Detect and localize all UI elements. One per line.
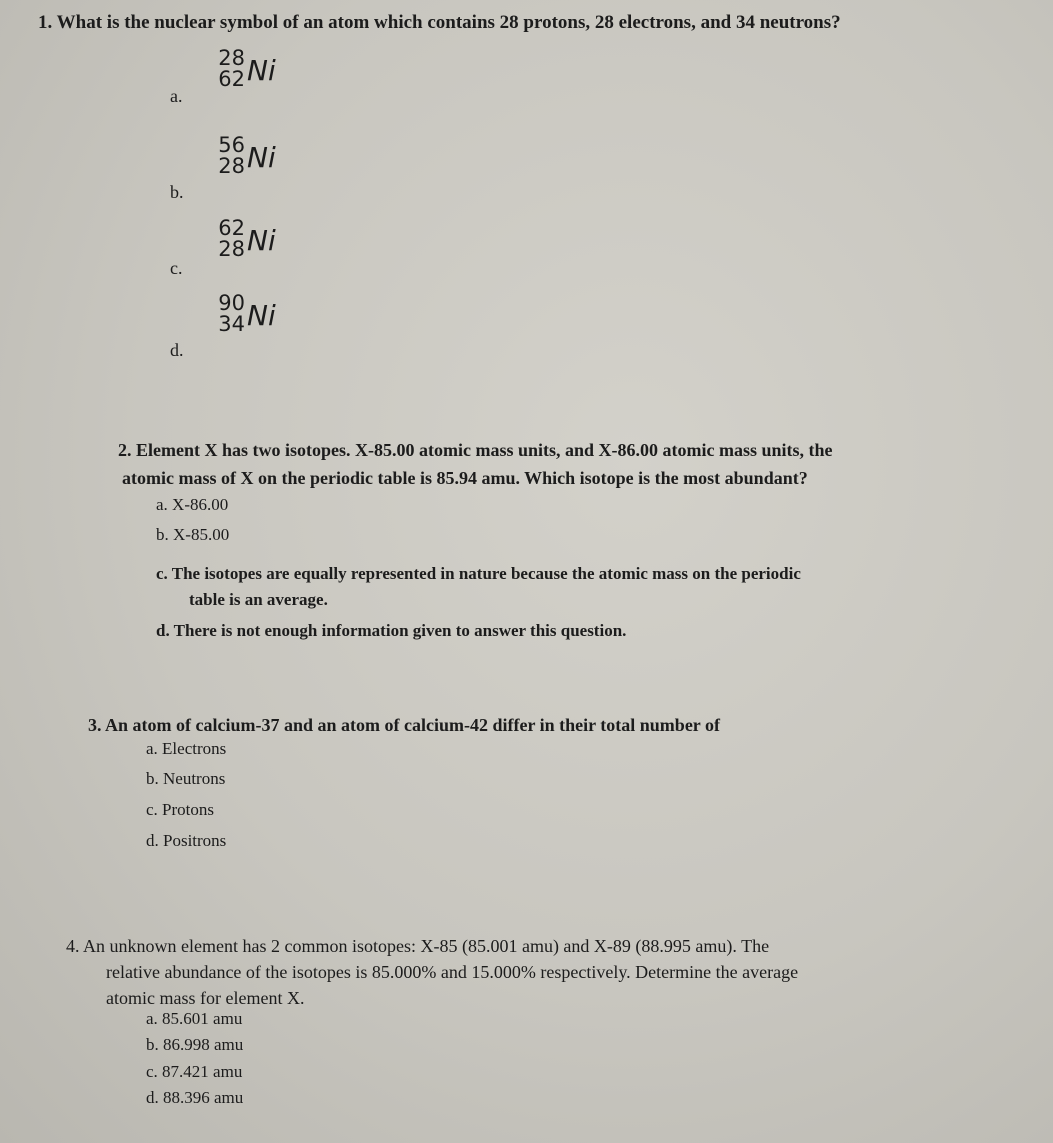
- q4-option-d: d. 88.396 amu: [146, 1088, 244, 1107]
- q2-option-c: c. The isotopes are equally represented in nature because the atomic mass on the periodic: [156, 564, 801, 583]
- element-symbol: Ni: [247, 54, 276, 87]
- mass-number: 56: [218, 133, 245, 157]
- option-label: a.: [170, 86, 183, 106]
- option-label: b.: [170, 182, 184, 202]
- q3-option-b: b. Neutrons: [146, 769, 226, 788]
- q2-option-d: d. There is not enough information given to answer this question.: [156, 621, 627, 640]
- question-2-text: 2. Element X has two isotopes. X-85.00 atomic mass units, and X-86.00 atomic mass units, the: [118, 440, 833, 460]
- option-label: c.: [170, 258, 183, 278]
- element-symbol: Ni: [247, 224, 276, 257]
- q3-option-c: c. Protons: [146, 800, 214, 819]
- mass-number: 90: [218, 291, 245, 315]
- question-3-text: 3. An atom of calcium-37 and an atom of calcium-42 differ in their total number of: [88, 715, 720, 735]
- q2-option-c-cont: table is an average.: [189, 590, 328, 609]
- q4-option-a: a. 85.601 amu: [146, 1009, 243, 1028]
- q2-option-b: b. X-85.00: [156, 525, 230, 544]
- atomic-number: 28: [218, 154, 245, 178]
- question-4-text: 4. An unknown element has 2 common isotopes: X-85 (85.001 amu) and X-89 (88.995 amu). The: [66, 936, 770, 956]
- q4-option-b: b. 86.998 amu: [146, 1035, 244, 1054]
- element-symbol: Ni: [247, 141, 276, 174]
- q3-option-d: d. Positrons: [146, 831, 227, 850]
- q2-option-a: a. X-86.00: [156, 495, 229, 514]
- atomic-number: 34: [218, 312, 245, 336]
- question-4-text-cont1: relative abundance of the isotopes is 85.000% and 15.000% respectively. Determine the average: [106, 962, 799, 982]
- question-1-text: 1. What is the nuclear symbol of an atom which contains 28 protons, 28 electrons, and 34 neutrons?: [38, 12, 841, 33]
- option-label: d.: [170, 340, 184, 360]
- atomic-number: 28: [218, 237, 245, 261]
- atomic-number: 62: [218, 67, 245, 91]
- q4-option-c: c. 87.421 amu: [146, 1062, 243, 1081]
- element-symbol: Ni: [247, 299, 276, 332]
- mass-number: 62: [218, 216, 245, 240]
- question-2-text-cont: atomic mass of X on the periodic table is 85.94 amu. Which isotope is the most abundant?: [122, 468, 808, 488]
- mass-number: 28: [218, 46, 245, 70]
- q3-option-a: a. Electrons: [146, 739, 227, 758]
- question-4-text-cont2: atomic mass for element X.: [106, 988, 305, 1008]
